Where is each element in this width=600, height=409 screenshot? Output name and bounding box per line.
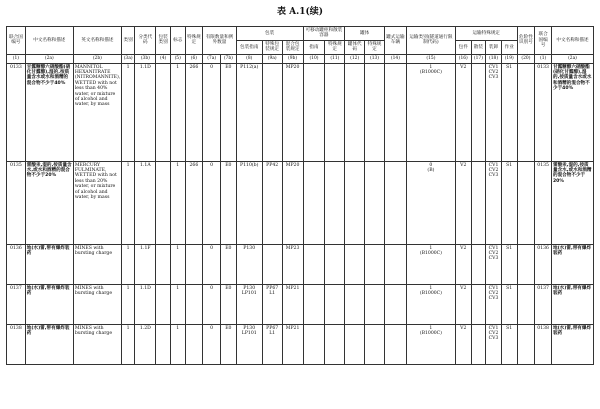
cell-pg: [156, 161, 171, 244]
cell-lq: [203, 161, 221, 244]
cell-text: 1: [126, 245, 130, 251]
column-number: (9a): [262, 54, 282, 63]
cell-cv: [486, 244, 502, 284]
cell-text: CV2: [488, 331, 499, 337]
column-number: (15): [406, 54, 455, 63]
cell-code: [135, 244, 156, 284]
cell-text: CV3: [488, 336, 499, 342]
cell-text: MP21: [285, 325, 300, 331]
cell-text: MINES with bursting charge: [74, 325, 113, 337]
cell-text: PP42: [266, 162, 279, 168]
cell-text: CV3: [488, 75, 499, 81]
cell-text: 0136: [10, 245, 22, 251]
cell-zh2: [551, 324, 593, 364]
column-number: (9b): [282, 54, 303, 63]
header-packaging: 包装: [236, 27, 303, 41]
cell-text: 1.1A: [140, 162, 151, 168]
cell-text: L1: [269, 331, 276, 337]
cell-text: CV1: [488, 325, 499, 331]
cell-cls: [121, 244, 135, 284]
cell-pi: [236, 244, 262, 284]
cell-text: (B1000C): [419, 331, 442, 337]
cell-text: 1: [429, 325, 433, 331]
header-un: 联合国编号: [7, 27, 26, 55]
cell-text: 0: [210, 162, 214, 168]
cell-un2: [535, 284, 552, 324]
cell-tcat: [406, 161, 455, 244]
cell-text: 1: [126, 285, 130, 291]
cell-text: 266: [189, 162, 199, 168]
cell-pp: [262, 284, 282, 324]
cell-text: 0135: [537, 162, 549, 168]
cell-text: 地(水)雷,带有爆炸装药: [552, 285, 592, 297]
cell-cv: [486, 284, 502, 324]
column-number: (3b): [135, 54, 156, 63]
cell-v16: [455, 63, 471, 161]
header-rail-tank: 罐体: [345, 27, 385, 41]
cell-sp: [185, 161, 203, 244]
cell-text: 雷酸汞,湿的,按质量含水,或水和酒精的混合物不少于20%: [26, 162, 72, 179]
cell-cls: [121, 63, 135, 161]
cell-text: P130: [243, 285, 256, 291]
cell-empty: [325, 161, 345, 244]
column-number: (12): [345, 54, 365, 63]
cell-zh2: [551, 284, 593, 324]
cell-text: MINES with bursting charge: [74, 245, 113, 257]
header-vehicle: 罐式运输车辆: [384, 27, 406, 55]
cell-un: [7, 324, 26, 364]
column-number: (2a): [25, 54, 73, 63]
cell-code: [135, 324, 156, 364]
cell-v16: [455, 161, 471, 244]
cell-un: [7, 284, 26, 324]
cell-code: [135, 161, 156, 244]
cell-text: MP20: [285, 64, 300, 70]
header-tp-op: 作业: [501, 40, 517, 54]
cell-s: [501, 63, 517, 161]
cell-text: 1: [429, 64, 433, 70]
cell-mp: [282, 63, 303, 161]
cell-un: [7, 244, 26, 284]
cell-text: 甘露糖醇六硝酸酯(硝化甘露醇),湿的,按质量含水或水和酒精的混合物不少于40%: [26, 64, 71, 86]
column-number: (14): [384, 54, 406, 63]
cell-text: (B): [427, 168, 435, 174]
column-number: (6): [185, 54, 203, 63]
cell-cv: [486, 161, 502, 244]
cell-text: CV1: [488, 64, 499, 70]
cell-cv: [486, 63, 502, 161]
cell-empty: [303, 161, 325, 244]
cell-text: 1: [176, 285, 180, 291]
cell-text: 1: [126, 162, 130, 168]
header-zh-name-repeat: 中文名称和描述: [551, 27, 593, 55]
cell-eq: [221, 244, 237, 284]
cell-empty: [325, 324, 345, 364]
cell-empty: [325, 63, 345, 161]
cell-empty: [471, 63, 486, 161]
cell-text: L1: [269, 291, 276, 297]
column-number: (7a): [203, 54, 221, 63]
column-number: (1): [535, 54, 552, 63]
cell-text: PP67: [266, 285, 279, 291]
cell-pg: [156, 244, 171, 284]
cell-s: [501, 161, 517, 244]
cell-tcat: [406, 324, 455, 364]
header-pkg-special: 特殊包装规定: [262, 40, 282, 54]
cell-text: CV3: [488, 256, 499, 262]
cell-cls: [121, 324, 135, 364]
cell-text: 266: [189, 64, 199, 70]
header-tank-special: 特殊规定: [325, 40, 345, 54]
cell-sp: [185, 63, 203, 161]
cell-pi: [236, 161, 262, 244]
cell-text: CV2: [488, 70, 499, 76]
cell-v16: [455, 324, 471, 364]
cell-text: 1: [126, 64, 130, 70]
cell-text: 1: [429, 285, 433, 291]
column-number: (16): [455, 54, 471, 63]
cell-text: 0: [429, 162, 433, 168]
cell-cls: [121, 161, 135, 244]
column-number: (2a): [551, 54, 593, 63]
cell-text: CV1: [488, 162, 499, 168]
cell-text: 0137: [10, 285, 22, 291]
cell-empty: [384, 244, 406, 284]
cell-pg: [156, 63, 171, 161]
cell-label: [170, 284, 185, 324]
header-tank-sp: 特殊规定: [365, 40, 385, 54]
header-limited-qty: 有限数量和例外数量: [203, 27, 236, 55]
cell-empty: [471, 284, 486, 324]
cell-eq: [221, 161, 237, 244]
cell-pi: [236, 324, 262, 364]
cell-text: CV2: [488, 251, 499, 257]
cell-text: MP21: [285, 285, 300, 291]
cell-lq: [203, 244, 221, 284]
header-tank-instr: 指南: [303, 40, 325, 54]
header-tp-pkg: 包件: [455, 40, 471, 54]
cell-en: [73, 161, 121, 244]
column-number: (1): [7, 54, 26, 63]
cell-text: CV2: [488, 168, 499, 174]
cell-text: V2: [460, 162, 467, 168]
cell-text: 地(水)雷,带有爆炸装药: [552, 325, 592, 337]
cell-empty: [517, 324, 535, 364]
cell-text: S1: [506, 245, 513, 251]
cell-empty: [471, 161, 486, 244]
cell-text: 1: [176, 245, 180, 251]
cell-cls: [121, 284, 135, 324]
cell-code: [135, 284, 156, 324]
cell-tcat: [406, 284, 455, 324]
header-class: 类别: [121, 27, 135, 55]
cell-pp: [262, 63, 282, 161]
cell-zh: [25, 244, 73, 284]
cell-text: 1.1D: [139, 64, 151, 70]
header-tank-group: 可移动罐柜和散装容器: [303, 27, 345, 41]
header-label: 标志: [170, 27, 185, 55]
cell-un2: [535, 324, 552, 364]
cell-empty: [345, 161, 365, 244]
cell-text: 0138: [10, 325, 22, 331]
cell-text: 1: [429, 245, 433, 251]
cell-pg: [156, 284, 171, 324]
cell-s: [501, 244, 517, 284]
cell-text: 1: [176, 325, 180, 331]
cell-empty: [517, 244, 535, 284]
table-row: [7, 244, 594, 284]
cell-lq: [203, 63, 221, 161]
cell-empty: [303, 63, 325, 161]
header-un-repeat: 联合国编号: [535, 27, 552, 55]
cell-pp: [262, 324, 282, 364]
cell-text: MP23: [285, 245, 300, 251]
cell-text: 0138: [537, 325, 549, 331]
cell-text: LP101: [241, 291, 257, 297]
cell-text: P112(a): [240, 64, 259, 70]
cell-mp: [282, 161, 303, 244]
cell-code: [135, 63, 156, 161]
header-transport-special: 运输特殊规定: [455, 27, 517, 41]
cell-text: E0: [225, 64, 232, 70]
cell-pp: [262, 161, 282, 244]
cell-text: 雷酸汞,湿的,按质量含水,或水和酒精的混合物不少于20%: [552, 162, 592, 184]
cell-label: [170, 63, 185, 161]
cell-text: LP101: [241, 331, 257, 337]
cell-empty: [325, 244, 345, 284]
cell-eq: [221, 324, 237, 364]
cell-label: [170, 161, 185, 244]
header-mixed: 混合包装规定: [282, 40, 303, 54]
cell-empty: [325, 284, 345, 324]
cell-text: E0: [225, 245, 232, 251]
cell-text: 甘露糖醇六硝酸酯(硝化甘露醇),湿的,按质量含水或水和酒精的混合物不少于40%: [552, 64, 592, 92]
column-number: (18): [486, 54, 502, 63]
header-pkg-instr: 包装指南: [236, 40, 262, 54]
cell-empty: [517, 284, 535, 324]
cell-text: S1: [506, 325, 513, 331]
cell-empty: [517, 161, 535, 244]
cell-mp: [282, 284, 303, 324]
cell-empty: [365, 63, 385, 161]
cell-empty: [345, 244, 365, 284]
cell-en: [73, 324, 121, 364]
header-special: 特殊规定: [185, 27, 203, 55]
cell-empty: [384, 284, 406, 324]
cell-zh: [25, 161, 73, 244]
cell-empty: [384, 161, 406, 244]
cell-pp: [262, 244, 282, 284]
cell-label: [170, 324, 185, 364]
cell-zh: [25, 284, 73, 324]
cell-text: CV1: [488, 245, 499, 251]
cell-s: [501, 284, 517, 324]
cell-mp: [282, 244, 303, 284]
column-number: (20): [517, 54, 535, 63]
cell-un2: [535, 244, 552, 284]
cell-zh2: [551, 63, 593, 161]
cell-text: P130: [243, 325, 256, 331]
cell-pg: [156, 324, 171, 364]
cell-tcat: [406, 63, 455, 161]
cell-text: 0: [210, 245, 214, 251]
cell-text: (B1000C): [419, 291, 442, 297]
cell-eq: [221, 63, 237, 161]
cell-pi: [236, 63, 262, 161]
cell-mp: [282, 324, 303, 364]
column-number: (13): [365, 54, 385, 63]
cell-empty: [303, 284, 325, 324]
cell-empty: [365, 161, 385, 244]
cell-eq: [221, 284, 237, 324]
cell-zh2: [551, 244, 593, 284]
cell-text: 0133: [537, 64, 549, 70]
cell-empty: [303, 244, 325, 284]
cell-text: 0133: [10, 64, 22, 70]
header-hazard-id: 危险性识别号: [517, 27, 535, 55]
header-en-name: 英文名称和描述: [73, 27, 121, 55]
header-tp-load: 装卸: [486, 40, 502, 54]
cell-empty: [471, 244, 486, 284]
column-number: (11): [325, 54, 345, 63]
header-transport-cat: 运输类别(隧道通行限制代码): [406, 27, 455, 55]
column-number: (19): [501, 54, 517, 63]
header-tank-code: 罐体代码: [345, 40, 365, 54]
cell-lq: [203, 284, 221, 324]
cell-en: [73, 244, 121, 284]
cell-s: [501, 324, 517, 364]
cell-empty: [345, 284, 365, 324]
cell-text: MANNITOL HEXANITRATE (NITROMANNITE), WETTED with not less than 40% water, or mixture of alcohol and water, by mass: [74, 64, 121, 108]
cell-pi: [236, 284, 262, 324]
header-packing-group: 包装类别: [156, 27, 171, 55]
cell-text: E0: [225, 325, 232, 331]
cell-text: 1.2D: [139, 325, 151, 331]
table-row: [7, 324, 594, 364]
cell-empty: [384, 324, 406, 364]
cell-text: V2: [460, 325, 467, 331]
cell-tcat: [406, 244, 455, 284]
dangerous-goods-table: [6, 26, 594, 365]
cell-text: PP67: [266, 325, 279, 331]
column-number: (17): [471, 54, 486, 63]
column-number: (5): [170, 54, 185, 63]
table-row: [7, 161, 594, 244]
header-tp-bulk: 散装: [471, 40, 486, 54]
cell-text: 地(水)雷,带有爆炸装药: [26, 325, 70, 337]
cell-text: 地(水)雷,带有爆炸装药: [552, 245, 592, 257]
cell-text: CV3: [488, 173, 499, 179]
header-class-code: 分类代码: [135, 27, 156, 55]
column-number: (8): [236, 54, 262, 63]
table-row: [7, 284, 594, 324]
cell-text: CV1: [488, 285, 499, 291]
cell-lq: [203, 324, 221, 364]
cell-text: MINES with bursting charge: [74, 285, 113, 297]
cell-text: V2: [460, 285, 467, 291]
cell-text: 1: [176, 64, 180, 70]
cell-text: 0135: [10, 162, 22, 168]
cell-cv: [486, 324, 502, 364]
cell-empty: [345, 63, 365, 161]
cell-un2: [535, 161, 552, 244]
cell-text: P110(b): [240, 162, 259, 168]
column-number: (7b): [221, 54, 237, 63]
cell-empty: [303, 324, 325, 364]
header-zh-name: 中文名称和描述: [25, 27, 73, 55]
cell-en: [73, 63, 121, 161]
cell-un: [7, 63, 26, 161]
table-row: [7, 63, 594, 161]
cell-text: S1: [506, 162, 513, 168]
column-number: (2b): [73, 54, 121, 63]
cell-text: 0: [210, 64, 214, 70]
cell-label: [170, 244, 185, 284]
cell-v16: [455, 244, 471, 284]
cell-text: V2: [460, 245, 467, 251]
cell-text: 0137: [537, 285, 549, 291]
cell-text: 0136: [537, 245, 549, 251]
cell-text: (B1000C): [419, 251, 442, 257]
cell-text: E0: [225, 162, 232, 168]
cell-zh: [25, 324, 73, 364]
cell-un2: [535, 63, 552, 161]
cell-text: 地(水)雷,带有爆炸装药: [26, 245, 70, 257]
cell-empty: [517, 63, 535, 161]
cell-text: 1.1F: [140, 245, 151, 251]
cell-text: (B1000C): [419, 70, 442, 76]
cell-un: [7, 161, 26, 244]
cell-text: 1.1D: [139, 285, 151, 291]
cell-text: 0: [210, 285, 214, 291]
cell-sp: [185, 284, 203, 324]
cell-empty: [384, 63, 406, 161]
table-title: 表 A.1(续): [276, 7, 324, 17]
cell-zh: [25, 63, 73, 161]
column-number-row: [7, 54, 594, 63]
cell-sp: [185, 324, 203, 364]
cell-text: MP20: [285, 162, 300, 168]
cell-empty: [345, 324, 365, 364]
cell-empty: [365, 284, 385, 324]
cell-text: V2: [460, 64, 467, 70]
column-number: (4): [156, 54, 171, 63]
cell-sp: [185, 244, 203, 284]
column-number: (3a): [121, 54, 135, 63]
cell-text: E0: [225, 285, 232, 291]
cell-empty: [365, 324, 385, 364]
cell-zh2: [551, 161, 593, 244]
cell-text: 0: [210, 325, 214, 331]
cell-text: MERCURY FULMINATE, WETTED with not less than 20% water, or mixture of alcohol and water, by mass: [74, 162, 117, 201]
cell-text: 1: [126, 325, 130, 331]
cell-text: 地(水)雷,带有爆炸装药: [26, 285, 70, 297]
cell-text: P130: [243, 245, 256, 251]
cell-text: S1: [506, 285, 513, 291]
cell-en: [73, 284, 121, 324]
cell-text: 1: [176, 162, 180, 168]
cell-text: CV3: [488, 296, 499, 302]
cell-text: S1: [506, 64, 513, 70]
cell-empty: [471, 324, 486, 364]
cell-v16: [455, 284, 471, 324]
column-number: (10): [303, 54, 325, 63]
cell-empty: [365, 244, 385, 284]
cell-text: CV2: [488, 291, 499, 297]
